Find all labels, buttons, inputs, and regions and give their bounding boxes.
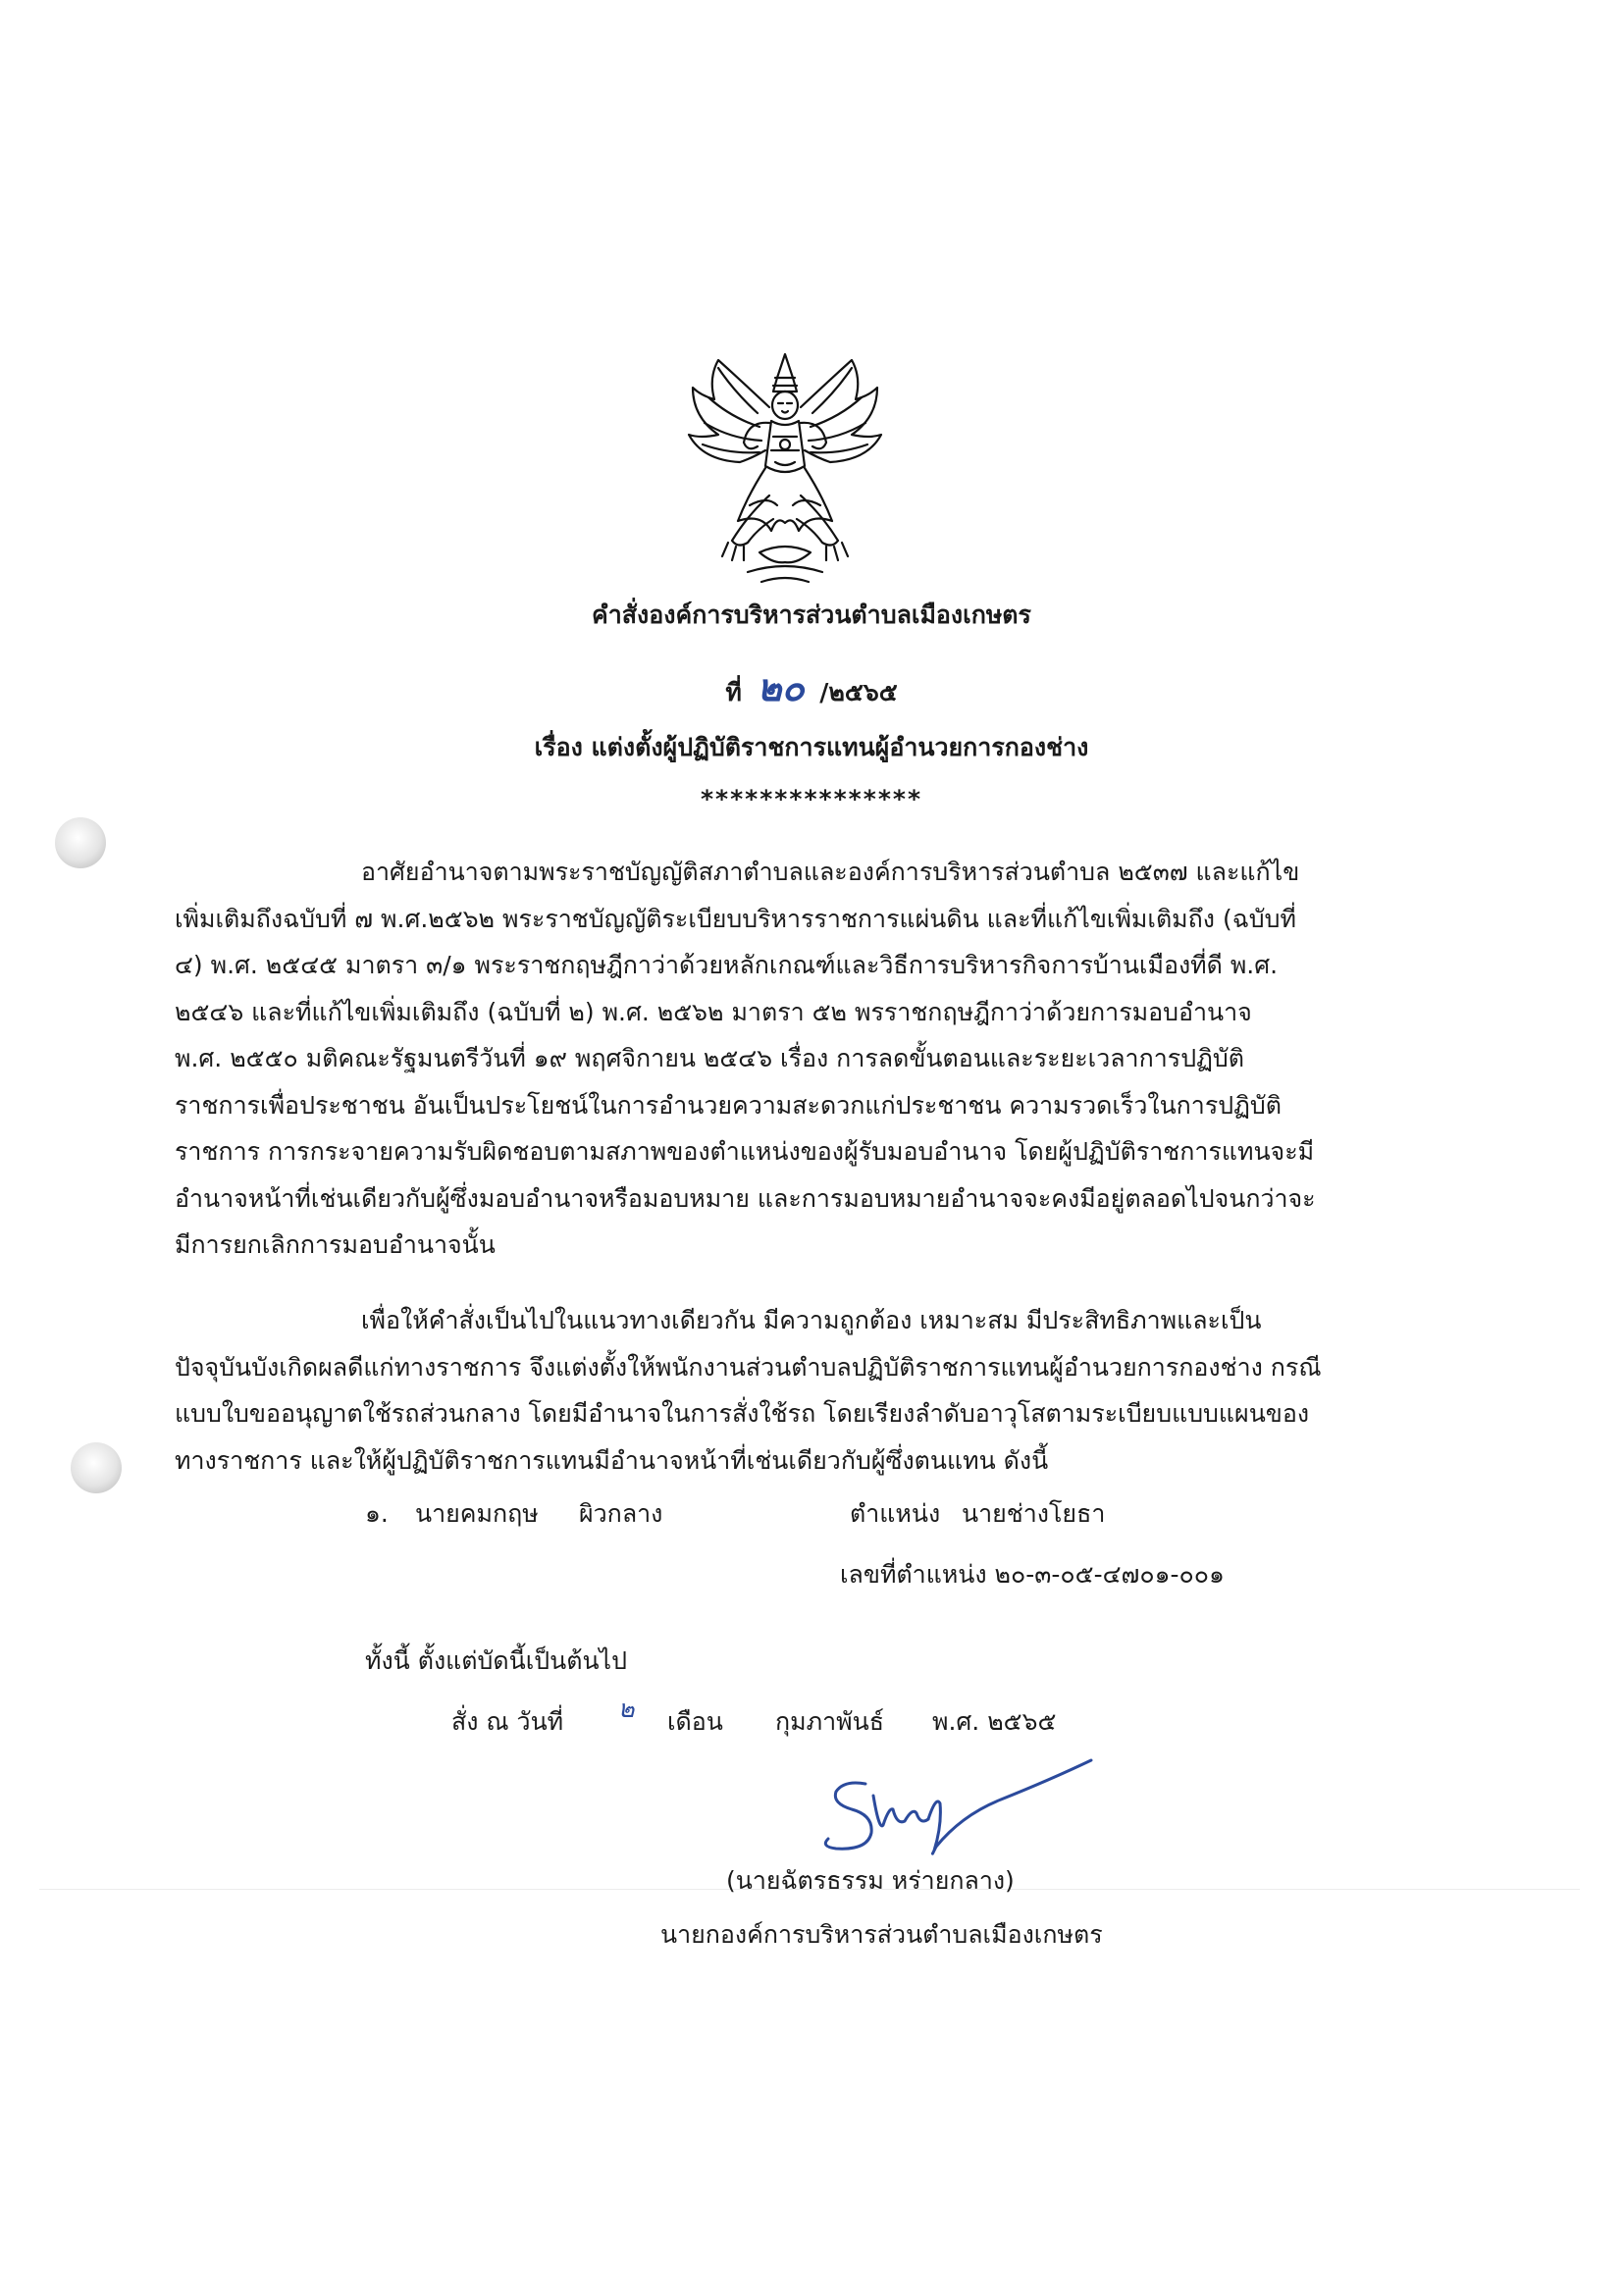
appointee-surname: ผิวกลาง — [579, 1499, 663, 1528]
signatory-position: นายกองค์การบริหารส่วนตำบลเมืองเกษตร — [660, 1920, 1103, 1949]
garuda-emblem — [679, 348, 891, 589]
paragraph-line: มีการยกเลิกการมอบอำนาจนั้น — [175, 1230, 496, 1259]
appointee-name: นายคมกฤษ — [415, 1499, 539, 1528]
paragraph-line: ราชการ การกระจายความรับผิดชอบตามสภาพของตำแหน่งของผู้รับมอบอำนาจ โดยผู้ปฏิบัติราชการแทนจะมี — [175, 1137, 1315, 1166]
paragraph-line: ๔) พ.ศ. ๒๕๔๕ มาตรา ๓/๑ พระราชกฤษฎีกาว่าด้วยหลักเกณฑ์และวิธีการบริหารกิจการบ้านเมืองที่ดี พ.ศ. — [175, 951, 1279, 979]
signed-date-month-label: เดือน — [667, 1707, 723, 1736]
paragraph-line: ราชการเพื่อประชาชน อันเป็นประโยชน์ในการอำนวยความสะดวกแก่ประชาชน ความรวดเร็วในการปฏิบัติ — [175, 1090, 1283, 1120]
appointee-number: ๑. — [365, 1499, 389, 1528]
paragraph-line: พ.ศ. ๒๕๕๐ มติคณะรัฐมนตรีวันที่ ๑๙ พฤศจิกายน ๒๕๔๖ เรื่อง การลดขั้นตอนและระยะเวลาการปฏิบัติ — [175, 1044, 1244, 1072]
order-title: คำสั่งองค์การบริหารส่วนตำบลเมืองเกษตร — [592, 600, 1031, 629]
paragraph-line: ทางราชการ และให้ผู้ปฏิบัติราชการแทนมีอำนาจหน้าที่เช่นเดียวกับผู้ซึ่งตนแทน ดังนี้ — [175, 1445, 1049, 1475]
punch-hole-bottom — [71, 1442, 122, 1493]
paragraph-line: ปัจจุบันบังเกิดผลดีแก่ทางราชการ จึงแต่งตั้งให้พนักงานส่วนตำบลปฏิบัติราชการแทนผู้อำนวยการกองช่าง กรณี — [175, 1352, 1322, 1382]
order-number-handwritten: ๒๐ — [757, 665, 805, 709]
paragraph-line: อำนาจหน้าที่เช่นเดียวกับผู้ซึ่งมอบอำนาจหรือมอบหมาย และการมอบหมายอำนาจจะคงมีอยู่ตลอดไปจนกว่าจะ — [175, 1183, 1316, 1213]
separator: *************** — [700, 785, 923, 813]
paragraph-authority — [175, 849, 1426, 1269]
signatory-name: (นายฉัตรธรรม หร่ายกลาง) — [726, 1866, 1015, 1895]
appointee-position-label: ตำแหน่ง — [850, 1499, 941, 1528]
appointee-position-number: เลขที่ตำแหน่ง ๒๐-๓-๐๕-๔๗๐๑-๐๐๑ — [840, 1560, 1225, 1589]
appointee-position: นายช่างโยธา — [962, 1499, 1106, 1528]
signature — [814, 1756, 1099, 1864]
paragraph-line: เพื่อให้คำสั่งเป็นไปในแนวทางเดียวกัน มีความถูกต้อง เหมาะสม มีประสิทธิภาพและเป็น — [361, 1306, 1262, 1334]
signed-date-year: พ.ศ. ๒๕๖๕ — [932, 1707, 1057, 1736]
signed-date-day-handwritten: ๒ — [618, 1695, 635, 1723]
paragraph-line: อาศัยอำนาจตามพระราชบัญญัติสภาตำบลและองค์การบริหารส่วนตำบล ๒๕๓๗ และแก้ไข — [361, 858, 1300, 886]
paragraph-line: แบบใบขออนุญาตใช้รถส่วนกลาง โดยมีอำนาจในการสั่งใช้รถ โดยเรียงลำดับอาวุโสตามระเบียบแบบแผนของ — [175, 1399, 1310, 1428]
paragraph-line: ๒๕๔๖ และที่แก้ไขเพิ่มเติมถึง (ฉบับที่ ๒) พ.ศ. ๒๕๖๒ มาตรา ๕๒ พรราชกฤษฎีกาว่าด้วยการมอบอำนาจ — [175, 997, 1252, 1026]
effective-clause: ทั้งนี้ ตั้งแต่บัดนี้เป็นต้นไป — [365, 1646, 627, 1675]
order-number-prefix: ที่ — [725, 678, 742, 706]
paragraph-appointment — [175, 1297, 1426, 1484]
subject: เรื่อง แต่งตั้งผู้ปฏิบัติราชการแทนผู้อำนวยการกองช่าง — [534, 733, 1089, 761]
order-number-year: /๒๕๖๕ — [819, 678, 898, 706]
paragraph-line: เพิ่มเติมถึงฉบับที่ ๗ พ.ศ.๒๕๖๒ พระราชบัญญัติระเบียบบริหารราชการแผ่นดิน และที่แก้ไขเพิ่มเติมถึง (ฉบับที่ — [175, 904, 1296, 933]
signed-date-month: กุมภาพันธ์ — [775, 1707, 884, 1736]
punch-hole-top — [55, 817, 106, 868]
order-number — [0, 657, 1623, 717]
signed-date-prefix: สั่ง ณ วันที่ — [451, 1707, 564, 1736]
